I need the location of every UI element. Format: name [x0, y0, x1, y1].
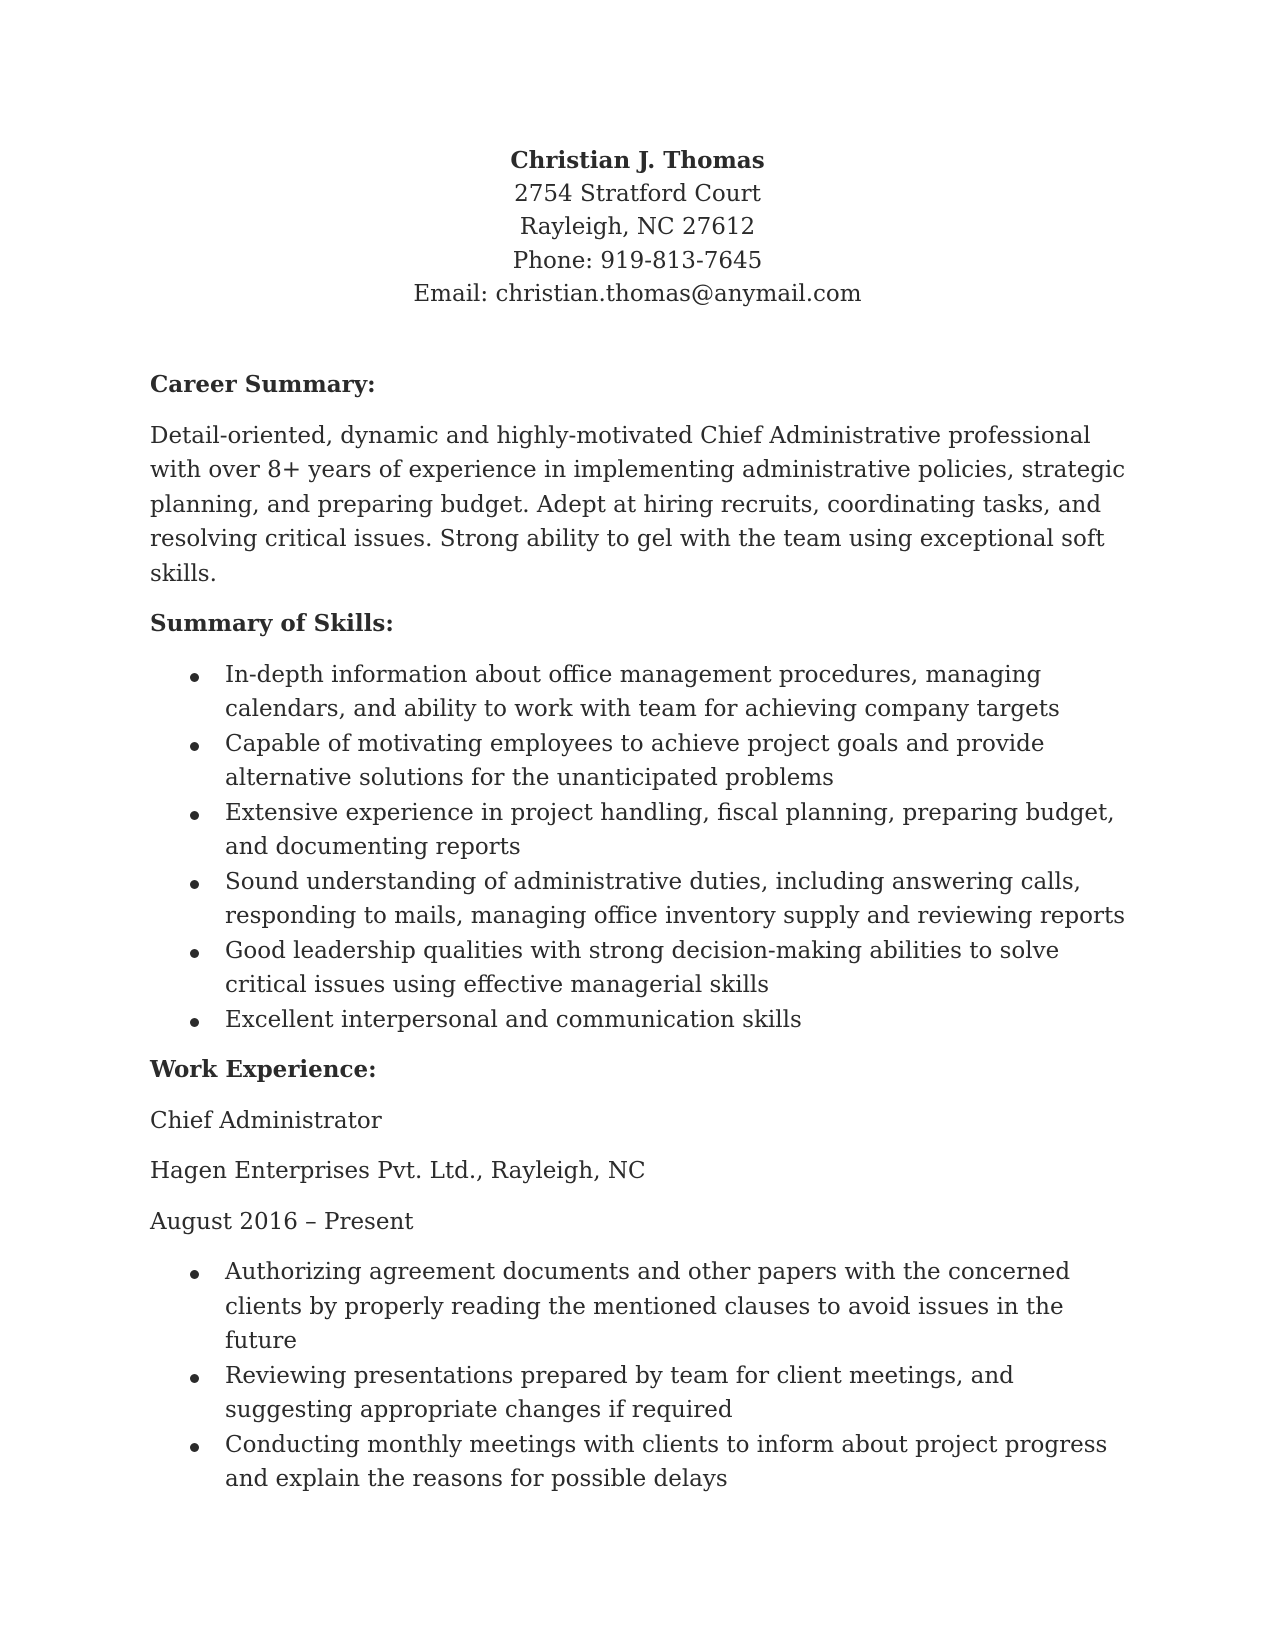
skill-item [150, 727, 1135, 796]
work-experience-heading: Work Experience: [150, 1056, 377, 1083]
career-summary-heading: Career Summary: [150, 371, 376, 398]
bullet-icon [190, 1443, 199, 1452]
career-summary-text: Detail-oriented, dynamic and highly-motivated Chief Administrative professional with over 8+ years of experience in implementing administrative policies, strategic planning, and preparing budget. Adept at hiring recruits, coordinating tasks, and resolving critical issues. Strong ability to gel with the team using exceptional soft skills. [150, 422, 1126, 587]
skill-item [150, 1003, 1135, 1038]
bullet-icon [190, 1374, 199, 1383]
skill-text: Extensive experience in project handling, fiscal planning, preparing budget, and documenting reports [225, 799, 1115, 860]
address-line-1: 2754 Stratford Court [514, 180, 761, 207]
address-line-2: Rayleigh, NC 27612 [519, 214, 756, 240]
skill-text: In-depth information about office management procedures, managing calendars, and ability to work with team for achieving company targets [225, 661, 1060, 722]
skill-text: Sound understanding of administrative duties, including answering calls, responding to mails, managing office inventory supply and reviewing reports [225, 868, 1126, 929]
bullet-icon [190, 880, 199, 889]
responsibility-text: Authorizing agreement documents and other papers with the concerned clients by properly reading the mentioned clauses to avoid issues in the future [225, 1259, 1071, 1354]
responsibility-item [150, 1255, 1135, 1359]
responsibility-text: Conducting monthly meetings with clients to inform about project progress and explain the reasons for possible delays [225, 1431, 1108, 1492]
employment-dates: August 2016 – Present [150, 1208, 414, 1235]
responsibility-item [150, 1428, 1135, 1497]
skill-text: Capable of motivating employees to achieve project goals and provide alternative solutions for the unanticipated problems [225, 730, 1045, 791]
responsibilities-list [150, 1255, 1135, 1497]
candidate-name: Christian J. Thomas [510, 147, 765, 174]
skill-item [150, 934, 1135, 1003]
skills-heading: Summary of Skills: [150, 610, 394, 637]
company-name: Hagen Enterprises Pvt. Ltd., Rayleigh, NC [150, 1158, 646, 1184]
skill-item [150, 865, 1135, 934]
job-title: Chief Administrator [150, 1107, 382, 1134]
email-line: Email: christian.thomas@anymail.com [413, 281, 862, 307]
resume-body [150, 368, 1135, 1513]
contact-header [0, 144, 1275, 312]
skill-text: Excellent interpersonal and communication skills [225, 1006, 802, 1033]
responsibility-item [150, 1359, 1135, 1428]
responsibility-text: Reviewing presentations prepared by team for client meetings, and suggesting appropriate changes if required [225, 1362, 1014, 1423]
bullet-icon [190, 1018, 199, 1027]
skills-list [150, 658, 1135, 1038]
bullet-icon [190, 1270, 199, 1279]
bullet-icon [190, 949, 199, 958]
bullet-icon [190, 742, 199, 751]
bullet-icon [190, 673, 199, 682]
skill-item [150, 796, 1135, 865]
bullet-icon [190, 811, 199, 820]
skill-text: Good leadership qualities with strong decision-making abilities to solve critical issues using effective managerial skills [225, 937, 1060, 998]
skill-item [150, 658, 1135, 727]
phone-line: Phone: 919-813-7645 [512, 247, 763, 274]
